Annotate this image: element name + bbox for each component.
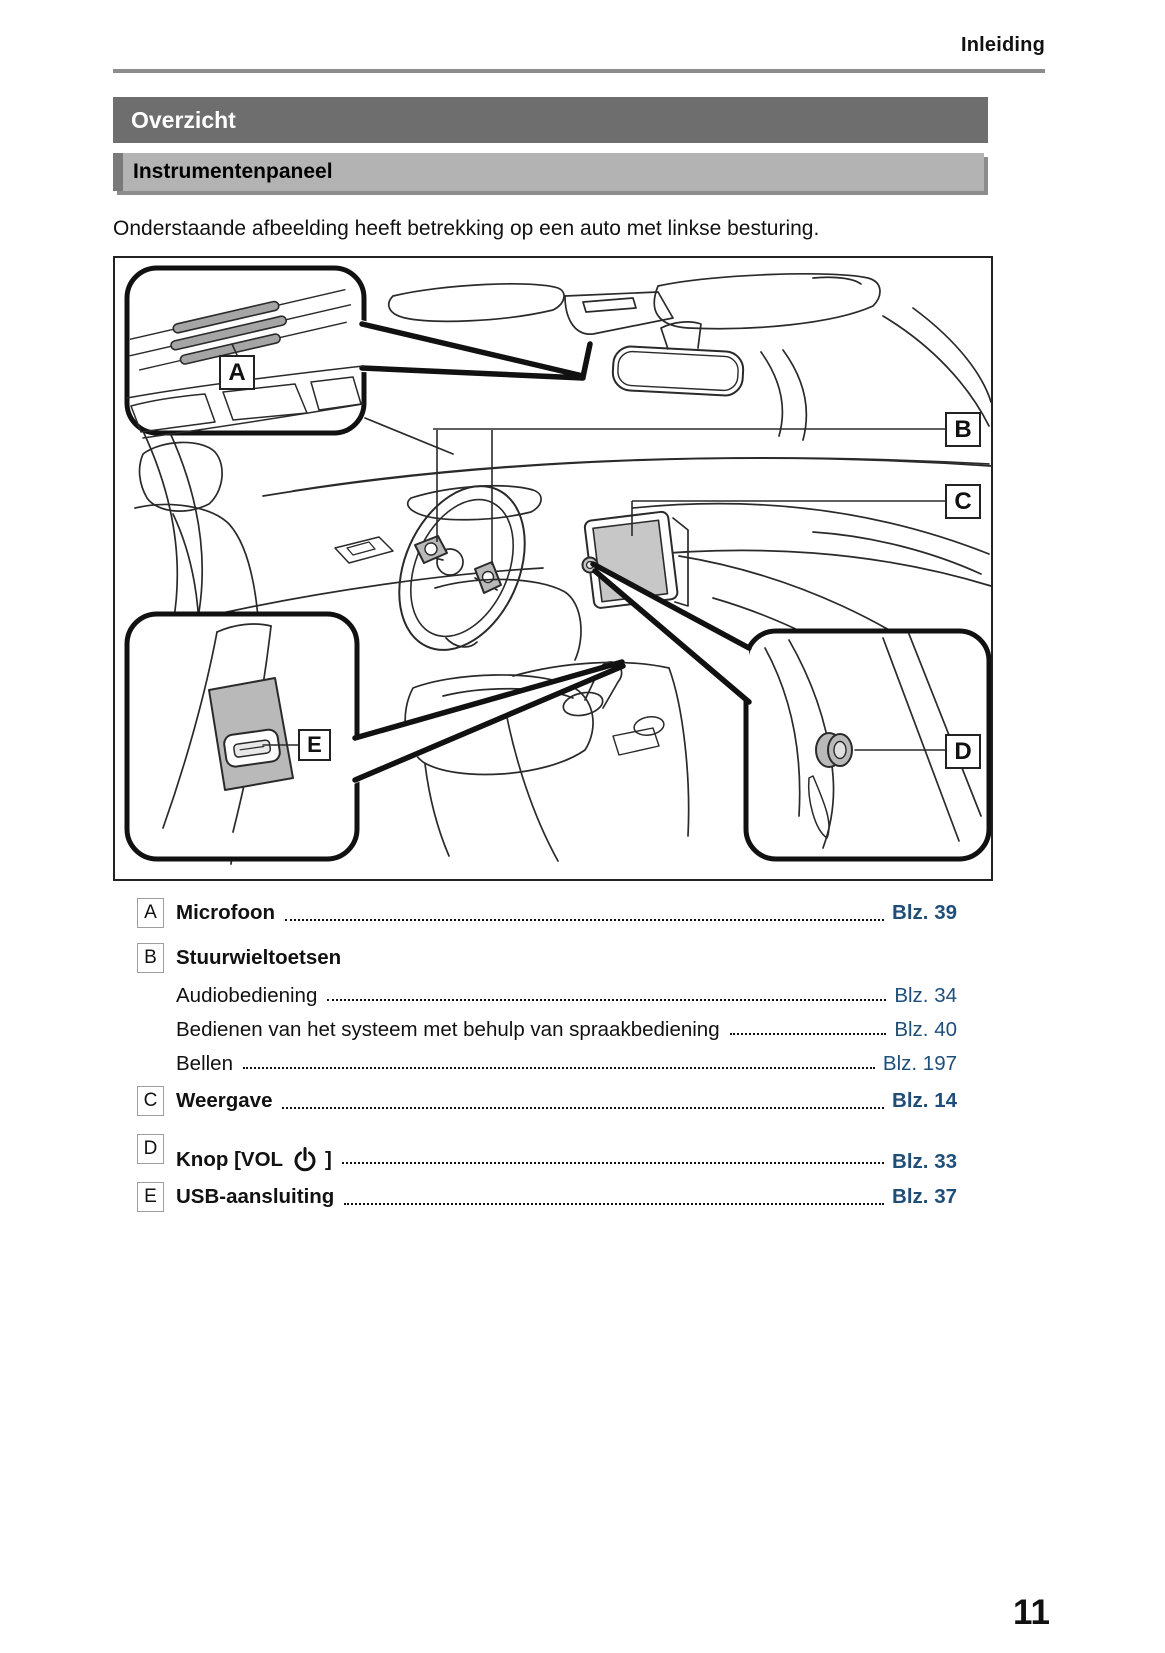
chapter-title: Inleiding xyxy=(960,34,1045,56)
callout-letter: E xyxy=(307,732,322,757)
diagram-legend xyxy=(137,898,957,1212)
legend-row-stuurwieltoetsen xyxy=(137,943,957,973)
dot-leader xyxy=(342,1162,884,1164)
legend-row-knop-vol xyxy=(137,1134,957,1174)
diagram-callout-e xyxy=(298,729,331,761)
legend-row-audiobediening xyxy=(137,984,957,1008)
legend-label: Stuurwieltoetsen xyxy=(176,946,342,969)
legend-label: Knop [VOL xyxy=(176,1148,284,1171)
callout-letter: C xyxy=(954,487,972,515)
page-reference-link[interactable]: Blz. 33 xyxy=(892,1150,957,1173)
power-icon xyxy=(292,1146,318,1174)
page-header xyxy=(113,34,1045,73)
page-reference-link[interactable]: Blz. 197 xyxy=(882,1052,957,1075)
legend-label: Bellen xyxy=(176,1052,233,1075)
diagram-callout-d xyxy=(945,734,981,769)
diagram-callout-b xyxy=(945,412,981,447)
callout-letter: B xyxy=(954,415,972,443)
section-title: Overzicht xyxy=(131,106,236,133)
legend-label: ] xyxy=(325,1148,332,1171)
dashboard-illustration xyxy=(113,256,993,881)
callout-letter: A xyxy=(228,358,246,386)
dot-leader xyxy=(344,1203,884,1205)
dot-leader xyxy=(327,999,886,1001)
legend-letter-box: E xyxy=(137,1182,164,1212)
section-banner-panel xyxy=(113,153,984,191)
legend-label: Weergave xyxy=(176,1089,273,1112)
diagram-callout-a xyxy=(219,355,255,390)
legend-label: Audiobediening xyxy=(176,984,318,1007)
legend-row-usb xyxy=(137,1182,957,1212)
legend-label: USB-aansluiting xyxy=(176,1185,335,1208)
legend-label: Microfoon xyxy=(176,901,276,924)
dashboard-diagram xyxy=(113,256,993,881)
intro-text: Onderstaande afbeelding heeft betrekking op een auto met linkse besturing. xyxy=(113,217,820,240)
dot-leader xyxy=(285,919,884,921)
page-reference-link[interactable]: Blz. 34 xyxy=(894,984,957,1007)
legend-row-spraakbediening xyxy=(137,1018,957,1042)
callout-letter: D xyxy=(954,737,972,765)
page-reference-link[interactable]: Blz. 14 xyxy=(892,1089,957,1112)
section-banner-overview xyxy=(113,97,988,143)
page-reference-link[interactable]: Blz. 40 xyxy=(894,1018,957,1041)
legend-label: Bedienen van het systeem met behulp van spraakbediening xyxy=(176,1018,720,1041)
legend-row-microfoon xyxy=(137,898,957,928)
legend-letter-box: B xyxy=(137,943,164,973)
dot-leader xyxy=(243,1067,875,1069)
legend-letter-box: D xyxy=(137,1134,164,1164)
legend-letter-box: A xyxy=(137,898,164,928)
page-number: 11 xyxy=(1013,1593,1050,1632)
legend-letter-box: C xyxy=(137,1086,164,1116)
dot-leader xyxy=(730,1033,887,1035)
page-reference-link[interactable]: Blz. 39 xyxy=(892,901,957,924)
legend-row-bellen xyxy=(137,1052,957,1076)
legend-row-weergave xyxy=(137,1086,957,1116)
dot-leader xyxy=(282,1107,884,1109)
page-reference-link[interactable]: Blz. 37 xyxy=(892,1185,957,1208)
subsection-title: Instrumentenpaneel xyxy=(133,160,333,183)
diagram-callout-c xyxy=(945,484,981,519)
